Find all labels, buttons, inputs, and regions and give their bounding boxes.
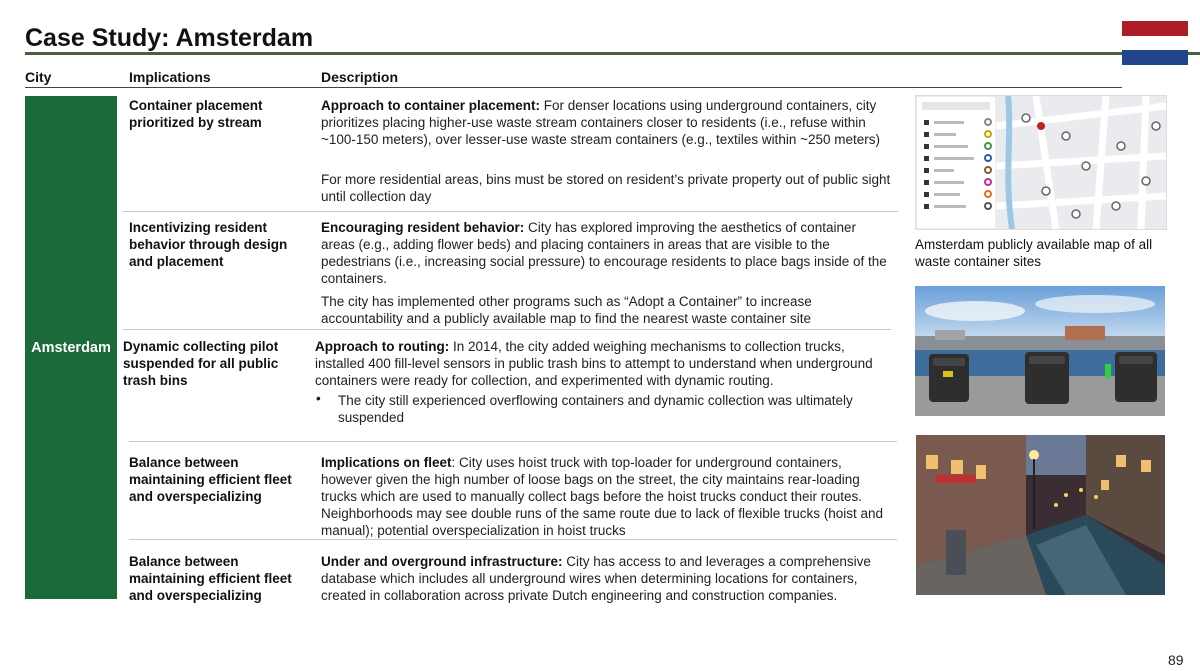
row-4-desc-body: : City uses hoist truck with top-loader for underground containers, however given the high number of loose bags on the street, the city maintains rear-loading trucks which are used to manually collect bags before the hoist trucks conduct their routes. Neighborhoods may see double runs of the same route due to lack of flexible trucks (hoist and manual); potential overspecialization in hoist trucks: [321, 455, 884, 538]
row-1-desc-body: For denser locations using underground containers, city prioritizes placing higher-use waste stream containers closer to residents (i.e., refuse within ~100-150 meters), over lesser-use waste stream containers (e.g., textiles within ~250 meters): [321, 98, 880, 147]
row-2-description: [321, 219, 891, 287]
row-2-description-para2: The city has implemented other programs such as “Adopt a Container” to increase accountability and a publicly available map to find the nearest waste container site: [321, 294, 812, 326]
waste-containers-photo: [915, 286, 1165, 416]
row-separator: [129, 539, 897, 540]
title-rule: [25, 52, 1200, 55]
row-2-desc-heading: Encouraging resident behavior:: [321, 220, 525, 235]
row-5-desc-heading: Under and overground infrastructure:: [321, 554, 563, 569]
row-3-implication: Dynamic collecting pilot suspended for all public trash bins: [123, 339, 279, 388]
netherlands-flag-icon: [1122, 21, 1188, 65]
page-number: 89: [1168, 652, 1184, 668]
map-caption: Amsterdam publicly available map of all waste container sites: [915, 237, 1153, 269]
row-4-desc-heading: Implications on fleet: [321, 455, 452, 470]
page-title: Case Study: Amsterdam: [25, 24, 314, 52]
row-separator: [123, 329, 891, 330]
row-1-implication: Container placement prioritized by stream: [129, 98, 263, 130]
row-3-bullet: The city still experienced overflowing containers and dynamic collection was ultimately suspended: [338, 393, 853, 425]
row-5-desc-body: City has access to and leverages a comprehensive database which includes all underground wires when determining locations for containers, created in collaboration across private Dutch engineering and construction companies.: [321, 554, 871, 603]
header-city: City: [25, 69, 52, 85]
header-implications: Implications: [129, 69, 211, 85]
header-description: Description: [321, 69, 399, 85]
row-5-description: [321, 553, 891, 604]
row-4-implication: Balance between maintaining efficient fleet and overspecializing: [129, 455, 292, 504]
row-2-desc-body: City has explored improving the aesthetics of container areas (e.g., adding flower beds) and placing containers in areas that are visible to the pedestrians (i.e., increasing social pressure) to encourage residents to place bags inside of the containers.: [321, 220, 887, 286]
container-map-image: [915, 95, 1167, 230]
row-4-description: [321, 454, 891, 539]
bullet-icon: •: [316, 391, 321, 406]
row-2-implication: Incentivizing resident behavior through design and placement: [129, 220, 288, 269]
row-1-description: [321, 97, 891, 148]
row-separator: [129, 441, 897, 442]
city-label: Amsterdam: [31, 340, 111, 356]
row-5-implication: Balance between maintaining efficient fleet and overspecializing: [129, 554, 292, 603]
row-3-desc-heading: Approach to routing:: [315, 339, 450, 354]
row-separator: [123, 211, 898, 212]
canal-street-photo: [916, 435, 1165, 595]
header-rule: [25, 87, 1122, 88]
row-1-desc-heading: Approach to container placement:: [321, 98, 541, 113]
row-3-desc-body: In 2014, the city added weighing mechanisms to collection trucks, installed 400 fill-level sensors in public trash bins to attempt to understand when underground containers were ready for collection, and experimented with dynamic routing.: [315, 339, 873, 388]
row-3-description: [315, 338, 880, 389]
row-1-description-para2: For more residential areas, bins must be stored on resident’s private property out of public sight until collection day: [321, 172, 891, 204]
